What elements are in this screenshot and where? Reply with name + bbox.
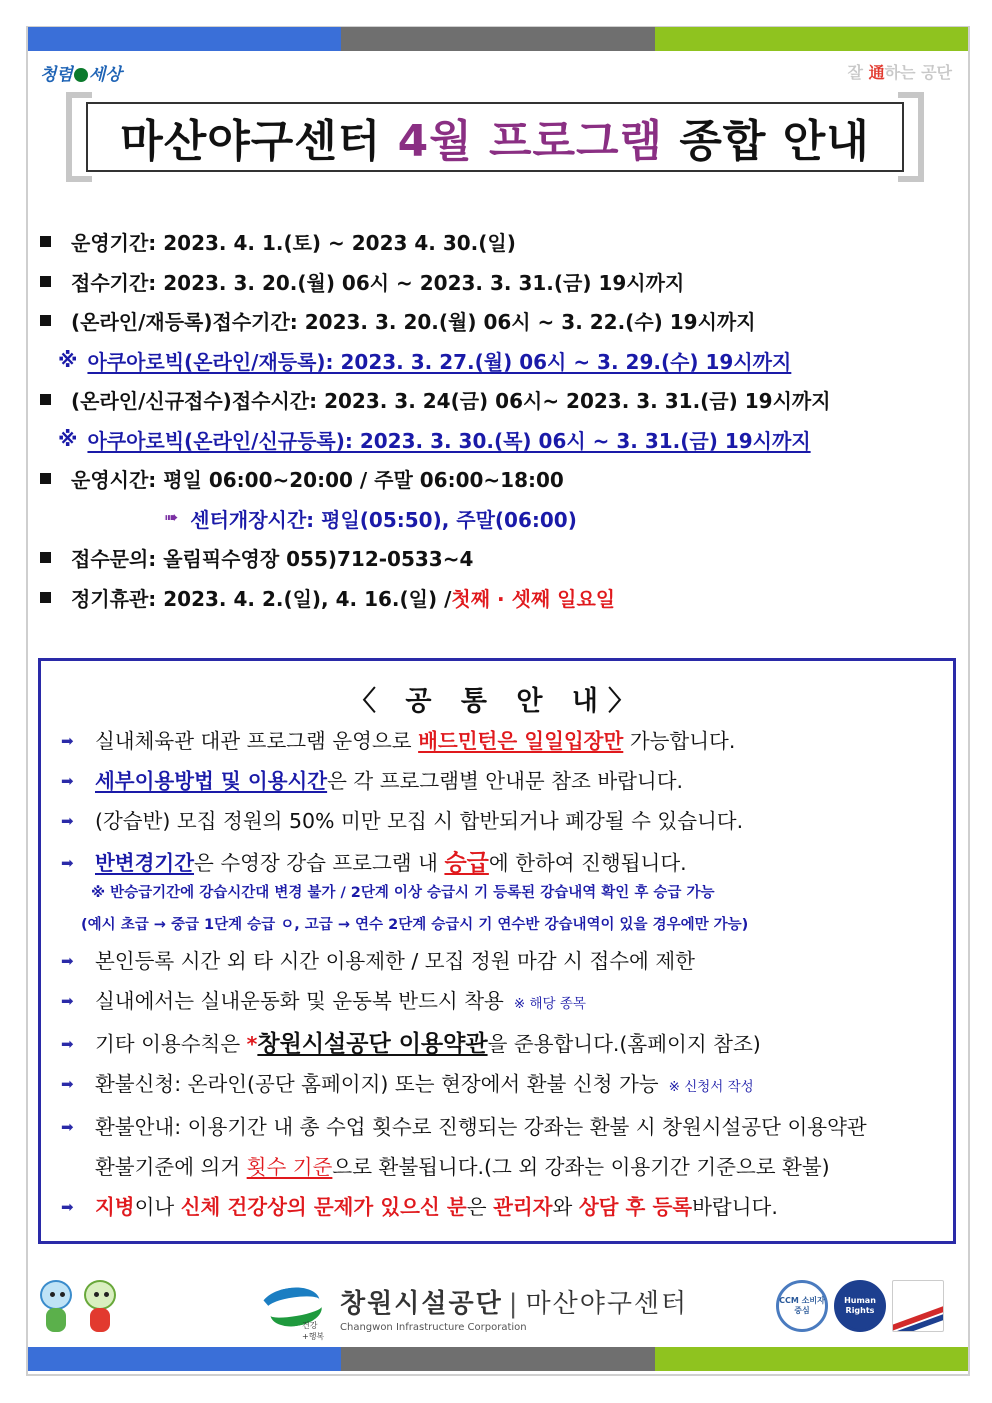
info-new-registration: (온라인/신규접수)접수시간: 2023. 3. 24(금) 06시~ 2023. 3. 31.(금) 19시까지 [38,380,938,420]
arrow-icon: ➡ [61,1035,74,1053]
notice-item: ➡ 환불안내: 이용기간 내 총 수업 횟수로 진행되는 강좌는 환불 시 창원시설공단 이용약관 [61,1107,941,1147]
arrow-icon: ➡ [61,772,74,790]
notice-sub-note: (예시 초급 → 중급 1단계 승급 ㅇ, 고급 → 연수 2단계 승급시 기 연수반 강습내역이 있을 경우에만 가능) [81,917,749,933]
info-operating-period: 운영기간: 2023. 4. 1.(토) ~ 2023 4. 30.(일) [38,222,938,262]
info-closed-days: 정기휴관: 2023. 4. 2.(일), 4. 16.(일) / 첫째 · 셋째 일요일 [38,578,938,618]
notice-sub-note: ※ 반승급기간에 강습시간대 변경 불가 / 2단계 이상 승급시 기 등록된 강습내역 확인 후 승급 가능 [91,885,715,901]
arrow-icon: ➡ [61,812,74,830]
notice-item: ➡ 실내에서는 실내운동화 및 운동복 반드시 착용 ※ 해당 종목 [61,981,941,1024]
ccm-badge-icon: CCM 소비자중심 [776,1280,828,1332]
corporation-logo: 건강+행복 창원시설공단 | 마산야구센터 Changwon Infrastructure Corporation [258,1278,688,1338]
info-center-open-hours: ➠ 센터개장시간: 평일(05:50), 주말(06:00) [164,507,577,532]
certification-badge-icon [892,1280,944,1332]
arrow-icon: ➡ [61,854,74,872]
mascot-image [36,1280,76,1336]
page-title: 마산야구센터 4월 프로그램 종합 안내 [86,102,904,172]
info-reregistration-period: (온라인/재등록)접수기간: 2023. 3. 20.(월) 06시 ~ 3. 22.(수) 19시까지 [38,301,938,341]
arrow-icon: ➡ [61,952,74,970]
arrow-icon: ➠ [164,508,179,529]
common-notice-heading: 〈 공 통 안 내〉 [349,686,645,717]
notice-item: ➡ 지병이나 신체 건강상의 문제가 있으신 분은 관리자와 상담 후 등록바랍니다. [61,1187,941,1227]
arrow-icon: ➡ [61,1118,74,1136]
notice-item: ➡ 본인등록 시간 외 타 시간 이용제한 / 모집 정원 마감 시 접수에 제한 [61,941,941,981]
notice-item: ➡ 기타 이용수칙은 *창원시설공단 이용약관을 준용합니다.(홈페이지 참조) [61,1024,941,1064]
corporation-emblem-icon: 건강+행복 [258,1278,330,1338]
arrow-icon: ➡ [61,1075,74,1093]
notice-item-continued: 환불기준에 의거 횟수 기준으로 환불됩니다.(그 외 강좌는 이용기간 기준으로 환불) [95,1155,830,1179]
info-registration-period: 접수기간: 2023. 3. 20.(월) 06시 ~ 2023. 3. 31.(금) 19시까지 [38,262,938,302]
top-color-stripe [28,27,968,51]
arrow-icon: ➡ [61,1198,74,1216]
info-inquiry: 접수문의: 올림픽수영장 055)712-0533~4 [38,538,938,578]
integrity-logo: 청렴 세상 [40,65,122,85]
arrow-icon: ➡ [61,732,74,750]
notice-item: ➡ 환불신청: 온라인(공단 홈페이지) 또는 현장에서 환불 신청 가능 ※ 신청서 작성 [61,1064,941,1107]
notice-item: ➡ 실내체육관 대관 프로그램 운영으로 배드민턴은 일일입장만 가능합니다. [61,721,941,761]
info-aquarobic-new: ※ 아쿠아로빅(온라인/신규등록): 2023. 3. 30.(목) 06시 ~ 3. 31.(금) 19시까지 [58,427,811,453]
notice-item: ➡ 세부이용방법 및 이용시간은 각 프로그램별 안내문 참조 바랍니다. [61,761,941,801]
info-operating-hours: 운영시간: 평일 06:00~20:00 / 주말 06:00~18:00 [38,459,938,499]
bottom-color-stripe [28,1347,968,1371]
notice-item: ➡ (강습반) 모집 정원의 50% 미만 모집 시 합반되거나 폐강될 수 있습니다. [61,801,941,841]
info-list [38,222,938,617]
mascot-image [80,1280,120,1336]
info-aquarobic-rereg: ※ 아쿠아로빅(온라인/재등록): 2023. 3. 27.(월) 06시 ~ 3. 29.(수) 19시까지 [58,348,792,374]
arrow-icon: ➡ [61,992,74,1010]
common-notice-box [38,658,956,1244]
human-rights-badge-icon: Human Rights [834,1280,886,1332]
page-title-box [66,92,924,182]
slogan-logo: 잘 通하는 공단 [847,63,952,82]
footer [28,1270,968,1346]
notice-item: ➡ 반변경기간은 수영장 강습 프로그램 내 승급에 한하여 진행됩니다. [61,843,941,883]
